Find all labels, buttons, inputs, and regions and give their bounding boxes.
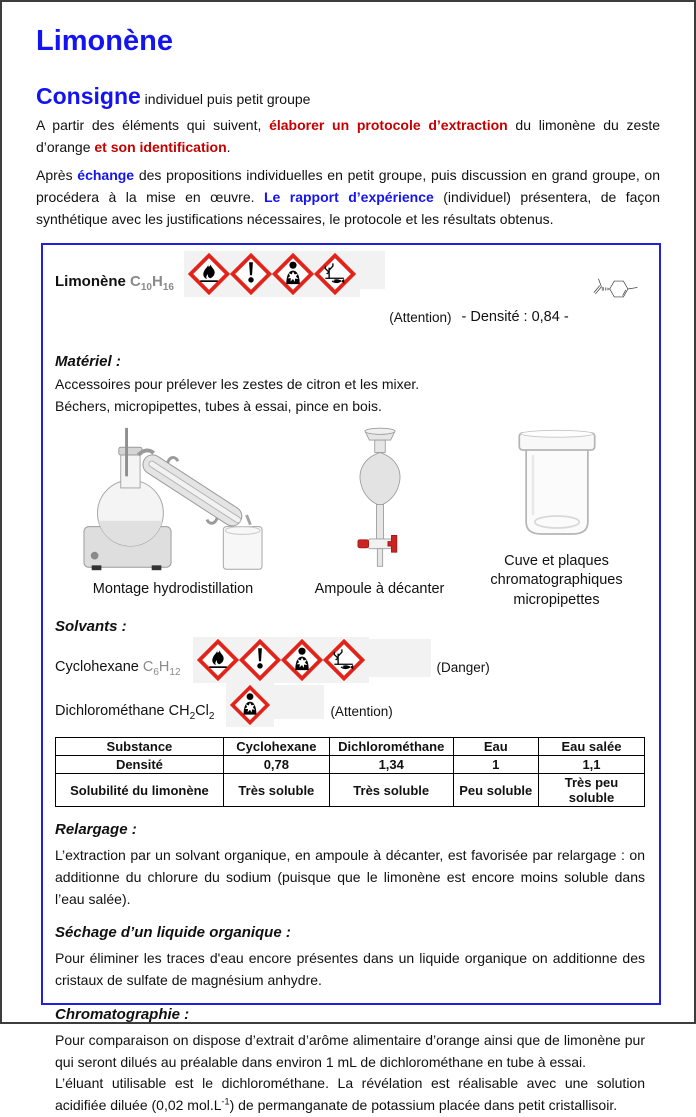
text-segment: Après [36, 167, 78, 184]
table-cell: Très peu soluble [538, 774, 644, 807]
materiel-line-1: Accessoires pour prélever les zestes de citron et les mixer. [55, 376, 420, 393]
text-segment: A partir des éléments qui suivent, [36, 116, 270, 133]
table-cell: Solubilité du limonène [56, 774, 224, 807]
text-segment: . [226, 138, 231, 155]
chromatographie-text-2 [55, 1073, 645, 1116]
signal-word: (Danger) [436, 660, 490, 676]
text-segment: du limonène du zeste d’orange [36, 116, 661, 155]
table-cell: Peu soluble [453, 774, 538, 807]
instruction-paragraph-2 [36, 165, 660, 230]
figure-cuve-chromatographie [468, 426, 645, 611]
table-row-solubility [56, 774, 645, 807]
sechage-heading: Séchage d’un liquide organique : [55, 924, 291, 942]
col-header: Eau salée [538, 738, 644, 756]
consigne-word: Consigne [36, 82, 141, 109]
page-title: Limonène [36, 25, 173, 57]
solubility-table [55, 737, 645, 807]
ghs-pictogram-strip [226, 683, 274, 727]
table-cell: 0,78 [223, 756, 329, 774]
signal-word: (Attention) [330, 704, 393, 720]
solvent-name: Cyclohexane $C_6H_{12}$ [55, 658, 181, 678]
col-header: Eau [453, 738, 538, 756]
consigne-heading [36, 82, 660, 109]
experiment-info-box [41, 243, 661, 1113]
ghs-pictogram-strip [184, 251, 360, 297]
table-cell: Très soluble [329, 774, 453, 807]
flame-pictogram-icon [197, 639, 239, 681]
highlight-red-extraction: élaborer un protocole d’extraction [269, 116, 508, 133]
solvent-dichloromethane-row [55, 683, 645, 727]
table-header-row [56, 738, 645, 756]
pictogram-background-patch [369, 639, 431, 677]
health-hazard-pictogram-icon [281, 639, 323, 681]
relargage-heading: Relargage : [55, 821, 137, 839]
table-cell: Densité [56, 756, 224, 774]
ghs-pictogram-strip [193, 637, 369, 683]
exponent: -1 [221, 1096, 230, 1107]
hydrodistillation-drawing [73, 426, 273, 576]
figure-caption: Montage hydrodistillation [92, 580, 254, 597]
table-row-density [56, 756, 645, 774]
text-segment: des propositions individuelles en petit groupe, puis discussion en grand groupe, on procédera à la mise en œuvre. [36, 167, 660, 205]
cyclohexane-formula: $C_6H_{12}$ [142, 658, 181, 678]
text-segment: ) de permanganate de potassium placée dans petit cristallisoir. [229, 1096, 618, 1113]
solvent-name: Dichlorométhane $CH_2Cl_2$ [55, 702, 215, 722]
col-header: Cyclohexane [223, 738, 329, 756]
signal-word: (Attention) [389, 310, 452, 326]
highlight-blue-rapport: Le rapport d’expérience [263, 188, 434, 205]
chromatographie-text-1: Pour comparaison on dispose d’extrait d’arôme alimentaire d’orange ainsi que de limonène pur qui seront dilués au préalable dans environ 1 mL de dichlorométhane en tube à essai. [55, 1031, 645, 1070]
table-cell: Très soluble [223, 774, 329, 807]
environment-pictogram-icon [314, 253, 356, 295]
product-formula: $C_{10}H_{16}$ [130, 273, 174, 294]
figure-caption: Ampoule à décanter [314, 580, 445, 597]
product-name [55, 251, 174, 293]
relargage-text: L’extraction par un solvant organique, en ampoule à décanter, est favorisée par relargage : on additionne du chlorure du sodium (puisque que le limonène est encore moins soluble dans l’eau salée). [55, 847, 645, 907]
flame-pictogram-icon [188, 253, 230, 295]
sechage-text: Pour éliminer les traces d'eau encore présentes dans un liquide organique on additionne des cristaux de sulfate de magnésium anhydre. [55, 950, 645, 989]
highlight-red-identification: et son identification [94, 138, 227, 155]
table-cell: 1,34 [329, 756, 453, 774]
product-label: Limonène [55, 273, 131, 291]
text-segment: (individuel) présentera, de façon synthétique avec les justifications nécessaires, le protocole et les résultats obtenus. [36, 188, 660, 227]
table-cell: 1,1 [538, 756, 644, 774]
chromatography-tank-drawing [505, 426, 609, 546]
solvent-cyclohexane-row [55, 637, 645, 683]
equipment-figures [55, 426, 645, 611]
pictogram-background-patch [274, 685, 324, 719]
dichloromethane-formula: $CH_2Cl_2$ [168, 702, 215, 722]
col-header: Substance [56, 738, 224, 756]
chromatographie-heading: Chromatographie : [55, 1005, 190, 1023]
exclamation-pictogram-icon [230, 253, 272, 295]
health-hazard-pictogram-icon [272, 253, 314, 295]
figure-ampoule-a-decanter [291, 426, 468, 611]
solvants-heading: Solvants : [55, 618, 127, 636]
col-header: Dichlorométhane [329, 738, 453, 756]
limonene-structure-drawing [581, 251, 645, 327]
text-segment: L’éluant utilisable est le dichlorométhane. La révélation est réalisable avec une solution acidifiée diluée (0,02 mol.L [55, 1075, 645, 1113]
table-cell: 1 [453, 756, 538, 774]
consigne-subtitle: individuel puis petit groupe [140, 90, 311, 107]
materiel-line-2: Béchers, micropipettes, tubes à essai, pince en bois. [55, 398, 382, 415]
figure-hydrodistillation [55, 426, 291, 611]
materiel-heading: Matériel : [55, 353, 121, 371]
instruction-paragraph-1 [36, 115, 660, 158]
highlight-blue-echange: échange [77, 167, 135, 184]
health-hazard-pictogram-icon [230, 685, 270, 725]
pictogram-background-patch [360, 251, 385, 289]
environment-pictogram-icon [323, 639, 365, 681]
exclamation-pictogram-icon [239, 639, 281, 681]
figure-caption: Cuve et plaques chromatographiques micropipettes [490, 552, 623, 608]
product-header [55, 251, 645, 327]
density-value: - Densité : 0,84 - [461, 309, 569, 326]
separating-funnel-drawing [335, 426, 425, 576]
